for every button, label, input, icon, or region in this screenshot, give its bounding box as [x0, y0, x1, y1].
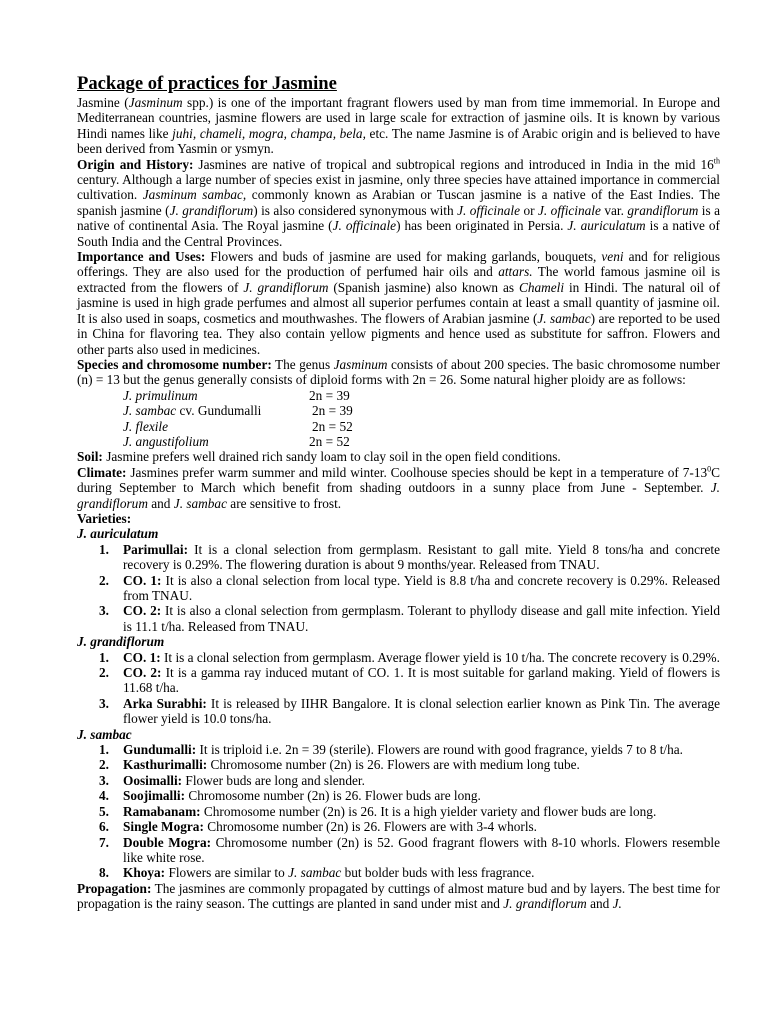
list-item: 2. CO. 1: It is also a clonal selection from local type. Yield is 8.8 t/ha and concrete recovery is 0.29%. Released from TNAU.	[99, 572, 720, 603]
importance-paragraph: Importance and Uses: Flowers and buds of jasmine are used for making garlands, bouquets, veni and for religious offerings. They are also used for the production of perfumed hair oils and attars. The world famous jasmine oil is extracted from the flowers of J. grandiflorum (Spanish jasmine) also known as Chameli in Hindi. The natural oil of jasmine is used in high grade perfumes and almost all superior perfumes contain at least a small quantity of jasmine oil. It is also used in soaps, cosmetics and mouthwashes. The flowers of Arabian jasmine (J. sambac) are reported to be used in China for flavoring tea. They also contain yellow pigments and hence used as substitute for saffron. Flowers and other parts also used in medicines.	[77, 249, 721, 357]
list-item: 1. Parimullai: It is a clonal selection from germplasm. Resistant to gall mite. Yield 8 tons/ha and concrete recovery is 0.29%. The flowering duration is about 9 months/year. Released from TNAU.	[99, 541, 720, 573]
list-item: 2. CO. 2: It is a gamma ray induced mutant of CO. 1. It is most suitable for garland making. Yield of flowers is 11.68 t/ha.	[99, 665, 720, 696]
ploidy-row: J. primulinum 2n = 39	[123, 387, 350, 403]
page-title: Package of practices for Jasmine	[77, 73, 337, 94]
species-heading: Species and chromosome number:	[77, 356, 272, 372]
auriculatum-heading: J. auriculatum	[77, 526, 159, 542]
ploidy-row: J. sambac cv. Gundumalli 2n = 39	[123, 403, 353, 419]
document-page	[77, 74, 720, 912]
importance-heading: Importance and Uses:	[77, 249, 206, 265]
list-item: 6. Single Mogra: Chromosome number (2n) is 26. Flowers are with 3-4 whorls.	[99, 819, 538, 835]
list-item: 3. CO. 2: It is also a clonal selection from germplasm. Tolerant to phyllody disease and gall mite infection. Yield is 11.1 t/ha. Released from TNAU.	[99, 603, 720, 634]
grandiflorum-heading: J. grandiflorum	[77, 634, 165, 650]
propagation-paragraph: Propagation: The jasmines are commonly propagated by cuttings of almost mature bud and by layers. The best time for propagation is the rainy season. The cuttings are planted in sand under mist and J. grandiflorum and J.	[77, 880, 720, 912]
ploidy-table	[77, 388, 720, 450]
list-item: 3. Oosimalli: Flower buds are long and slender.	[99, 772, 365, 788]
sambac-list	[77, 742, 720, 881]
list-item: 8. Khoya: Flowers are similar to J. sambac but bolder buds with less fragrance.	[99, 865, 535, 881]
climate-heading: Climate:	[77, 464, 127, 480]
species-paragraph: Species and chromosome number: The genus Jasminum consists of about 200 species. The basic chromosome number (n) = 13 but the genus generally consists of diploid forms with 2n = 26. Some natural higher ploidy are as follows:	[77, 356, 721, 388]
list-item: 3. Arka Surabhi: It is released by IIHR Bangalore. It is clonal selection earlier known as Pink Tin. The average flower yield is 10.0 tons/ha.	[99, 695, 720, 727]
origin-paragraph: Origin and History: Jasmines are native of tropical and subtropical regions and introduced in India in the mid 16th century. Although a large number of species exist in jasmine, only three species have attained importance in commercial cultivation. Jasminum sambac, commonly known as Arabian or Tuscan jasmine is a native of the East Indies. The spanish jasmine (J. grandiflorum) is also considered synonymous with J. officinale or J. officinale var. grandiflorum is a native of continental Asia. The Royal jasmine (J. officinale) has been originated in Persia. J. auriculatum is a native of South India and the Central Provinces.	[77, 156, 721, 249]
list-item: 1. CO. 1: It is a clonal selection from germplasm. Average flower yield is 10 t/ha. The concrete recovery is 0.29%.	[99, 649, 720, 665]
soil-heading: Soil:	[77, 449, 103, 465]
propagation-heading: Propagation:	[77, 880, 152, 896]
varieties-heading: Varieties:	[77, 510, 132, 526]
auriculatum-list	[77, 542, 720, 634]
ploidy-row: J. flexile 2n = 52	[123, 418, 353, 434]
origin-heading: Origin and History:	[77, 156, 194, 172]
grandiflorum-list	[77, 650, 720, 727]
list-item: 7. Double Mogra: Chromosome number (2n) is 52. Good fragrant flowers with 8-10 whorls. Flowers resemble like white rose.	[99, 834, 720, 865]
soil-paragraph: Soil: Jasmine prefers well drained rich sandy loam to clay soil in the open field conditions.	[77, 449, 561, 465]
list-item: 4. Soojimalli: Chromosome number (2n) is 26. Flower buds are long.	[99, 788, 481, 804]
intro-paragraph: Jasmine (Jasminum spp.) is one of the important fragrant flowers used by man from time immemorial. In Europe and Mediterranean countries, jasmine flowers are used in large scale for extraction of jasmine oils. It is known by various Hindi names like juhi, chameli, mogra, champa, bela, etc. The name Jasmine is of Arabic origin and is believed to have been derived from Yasmin or ysmyn.	[77, 95, 721, 157]
list-item: 5. Ramabanam: Chromosome number (2n) is 26. It is a high yielder variety and flower buds are long.	[99, 803, 657, 819]
climate-paragraph: Climate: Jasmines prefer warm summer and mild winter. Coolhouse species should be kept in a temperature of $7-13^0C$ during September to March which benefit from shading outdoors in a sunny place from June - September. J. grandiflorum and J. sambac are sensitive to frost.	[77, 464, 720, 511]
ploidy-row: J. angustifolium 2n = 52	[123, 433, 350, 449]
list-item: 1. Gundumalli: It is triploid i.e. 2n = 39 (sterile). Flowers are round with good fragrance, yields 7 to 8 t/ha.	[99, 742, 683, 758]
list-item: 2. Kasthurimalli: Chromosome number (2n) is 26. Flowers are with medium long tube.	[99, 757, 580, 773]
sambac-heading: J. sambac	[77, 726, 132, 742]
